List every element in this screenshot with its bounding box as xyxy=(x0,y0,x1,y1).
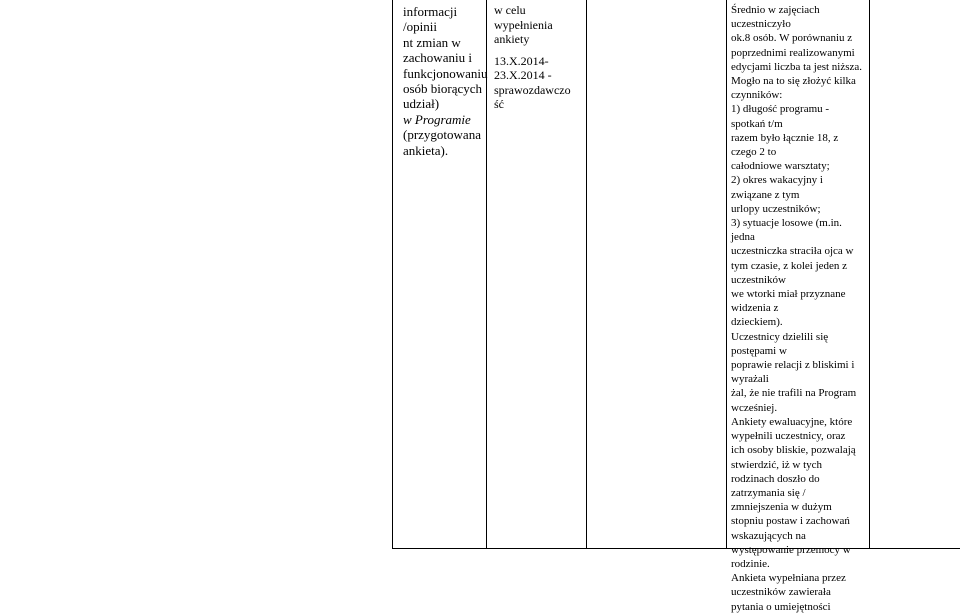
text-line: zmniejszenia w dużym xyxy=(731,501,832,514)
text-line: ok.8 osób. W porównaniu z xyxy=(731,32,853,45)
text-line: funkcjonowaniu xyxy=(403,65,488,81)
text-line: rodzinach doszło do xyxy=(731,472,820,485)
text-line: uczestniczyło xyxy=(731,18,791,31)
text-line: poprawie relacji z bliskimi i xyxy=(731,359,855,372)
text-line: razem było łącznie 18, z xyxy=(731,131,839,144)
text-line: udział) xyxy=(403,96,440,112)
text-line: (przygotowana xyxy=(403,127,481,143)
text-line: edycjami liczba ta jest niższa. xyxy=(731,60,863,73)
text-line: Mogło na to się złożyć kilka xyxy=(731,75,856,88)
text-line: 2) okres wakacyjny i xyxy=(731,174,823,187)
column-divider-2 xyxy=(586,0,587,549)
text-line: Uczestnicy dzielili się xyxy=(731,330,829,343)
text-line: sprawozdawczo xyxy=(494,82,571,97)
text-line: wypełnili uczestnicy, oraz xyxy=(731,430,846,443)
text-line: 13.X.2014- xyxy=(494,53,549,68)
cell-description xyxy=(395,4,491,549)
text-line: w Programie xyxy=(403,111,471,127)
text-line: związane z tym xyxy=(731,188,800,201)
text-line: wcześniej. xyxy=(731,401,778,414)
cell-dates xyxy=(490,3,586,549)
text-line: występowanie przemocy w xyxy=(731,543,851,556)
text-line: spotkań t/m xyxy=(731,117,783,130)
text-line: ankieta). xyxy=(403,142,449,158)
text-line: wyrażali xyxy=(731,373,769,386)
text-line: ich osoby bliskie, pozwalają xyxy=(731,444,856,457)
text-line: 1) długość programu - xyxy=(731,103,830,116)
text-line: poprzednimi realizowanymi xyxy=(731,46,855,59)
text-line: nt zmian w xyxy=(403,34,461,50)
text-line: widzenia z xyxy=(731,302,779,315)
text-line: we wtorki miał przyznane xyxy=(731,288,846,301)
text-line: zatrzymania się / xyxy=(731,486,806,499)
text-line: żal, że nie trafili na Program xyxy=(731,387,857,400)
text-line: ankiety xyxy=(494,32,530,46)
text-line: osób biorących xyxy=(403,81,483,97)
text-line: jedna xyxy=(731,231,755,244)
text-line: postępami w xyxy=(731,344,787,357)
text-line: czego 2 to xyxy=(731,146,777,159)
text-line: w celu xyxy=(494,3,526,17)
text-line: /opinii xyxy=(403,19,437,35)
text-line: całodniowe warsztaty; xyxy=(731,160,830,173)
text-line: pytania o umiejętności xyxy=(731,600,831,613)
text-line: Ankiety ewaluacyjne, które xyxy=(731,415,853,428)
text-line: wskazujących na xyxy=(731,529,806,542)
text-line: urlopy uczestników; xyxy=(731,202,821,215)
text-line: stwierdzić, iż w tych xyxy=(731,458,823,471)
text-line: informacji xyxy=(403,4,458,19)
table-border-left xyxy=(392,0,393,549)
text-line: zachowaniu i xyxy=(403,50,472,66)
text-line: Ankieta wypełniana przez xyxy=(731,572,846,585)
text-line: tym czasie, z kolei jeden z xyxy=(731,259,848,272)
text-line: Średnio w zajęciach xyxy=(731,4,820,16)
text-line: stopniu postaw i zachowań xyxy=(731,515,850,528)
text-line: czynników: xyxy=(731,89,783,102)
text-line: dzieckiem). xyxy=(731,316,783,329)
text-line: uczestników zawierała xyxy=(731,586,831,599)
spacer xyxy=(494,47,586,54)
text-line: uczestników xyxy=(731,273,786,286)
text-line: ść xyxy=(494,97,504,111)
text-line: 23.X.2014 - xyxy=(494,68,552,82)
cell-summary xyxy=(726,3,871,613)
text-line: uczestniczka straciła ojca w xyxy=(731,245,854,258)
text-line: rodzinie. xyxy=(731,557,770,570)
text-line: 3) sytuacje losowe (m.in. xyxy=(731,217,842,230)
text-line: wypełnienia xyxy=(494,17,553,32)
